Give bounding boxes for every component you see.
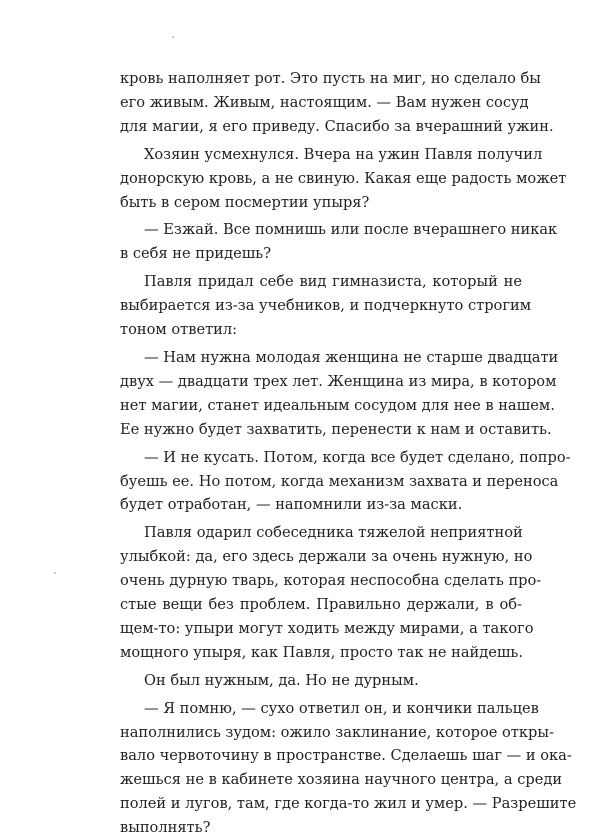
paragraph xyxy=(120,446,571,518)
text-line: донорскую кровь, а не свиную. Какая еще радость может xyxy=(120,169,567,187)
text-line: кровь наполняет рот. Это пусть на миг, но сделало бы xyxy=(120,70,541,87)
text-line: полей и лугов, там, где когда-то жил и умер. — Разрешите xyxy=(120,795,577,813)
text-line: — Я помню, — сухо ответил он, и кончики пальцев xyxy=(144,699,539,717)
text-line: быть в сером посмертии упыря? xyxy=(120,193,370,211)
text-line: Хозяин усмехнулся. Вчера на ужин Павля получил xyxy=(144,145,543,163)
text-line: двух — двадцати трех лет. Женщина из мира, в котором xyxy=(120,372,557,390)
paragraph xyxy=(120,669,522,693)
paragraph xyxy=(120,67,554,139)
text-line: его живым. Живым, настоящим. — Вам нужен сосуд xyxy=(120,93,529,111)
text-line: — Езжай. Все помнишь или после вчерашнего никак xyxy=(144,221,558,239)
text-line: стые вещи без проблем. Правильно держали, в об- xyxy=(120,596,522,614)
paragraph xyxy=(120,218,558,266)
text-line: буешь ее. Но потом, когда механизм захвата и переноса xyxy=(120,472,559,490)
text-line: мощного упыря, как Павля, просто так не найдешь. xyxy=(120,643,524,661)
page-text xyxy=(120,67,577,840)
scan-speck xyxy=(172,36,174,38)
text-line: вало червоточину в пространстве. Сделаешь шаг — и ока- xyxy=(120,747,572,765)
text-line: для магии, я его приведу. Спасибо за вчерашний ужин. xyxy=(120,117,554,135)
text-line: — Нам нужна молодая женщина не старше двадцати xyxy=(144,348,559,366)
text-line: выбирается из-за учебников, и подчеркнуто строгим xyxy=(120,297,532,315)
text-line: наполнились зудом: ожило заклинание, которое откры- xyxy=(120,723,554,741)
paragraph xyxy=(120,270,532,342)
text-line: жешься не в кабинете хозяина научного центра, а среди xyxy=(120,771,563,789)
text-line: нет магии, станет идеальным сосудом для нее в нашем. xyxy=(120,396,555,414)
text-line: выполнять? xyxy=(120,819,211,837)
text-line: будет отработан, — напомнили из-за маски. xyxy=(120,496,463,514)
text-line: щем-то: упыри могут ходить между мирами, а такого xyxy=(120,619,534,637)
paragraph xyxy=(120,521,542,664)
text-line: Ее нужно будет захватить, перенести к нам и оставить. xyxy=(120,420,552,438)
text-line: тоном ответил: xyxy=(120,321,238,339)
paragraph xyxy=(120,143,567,215)
text-line: — И не кусать. Потом, когда все будет сделано, попро- xyxy=(144,448,571,466)
text-line: Он был нужным, да. Но не дурным. xyxy=(144,671,419,689)
text-line: Павля придал себе вид гимназиста, который не xyxy=(144,273,522,291)
text-line: очень дурную тварь, которая неспособна сделать про- xyxy=(120,572,542,590)
text-line: Павля одарил собеседника тяжелой неприятной xyxy=(144,524,523,542)
paragraph xyxy=(120,697,577,840)
paragraph xyxy=(120,346,559,442)
text-line: в себя не придешь? xyxy=(120,245,272,263)
text-line: улыбкой: да, его здесь держали за очень нужную, но xyxy=(120,548,533,566)
scan-speck xyxy=(54,572,56,574)
